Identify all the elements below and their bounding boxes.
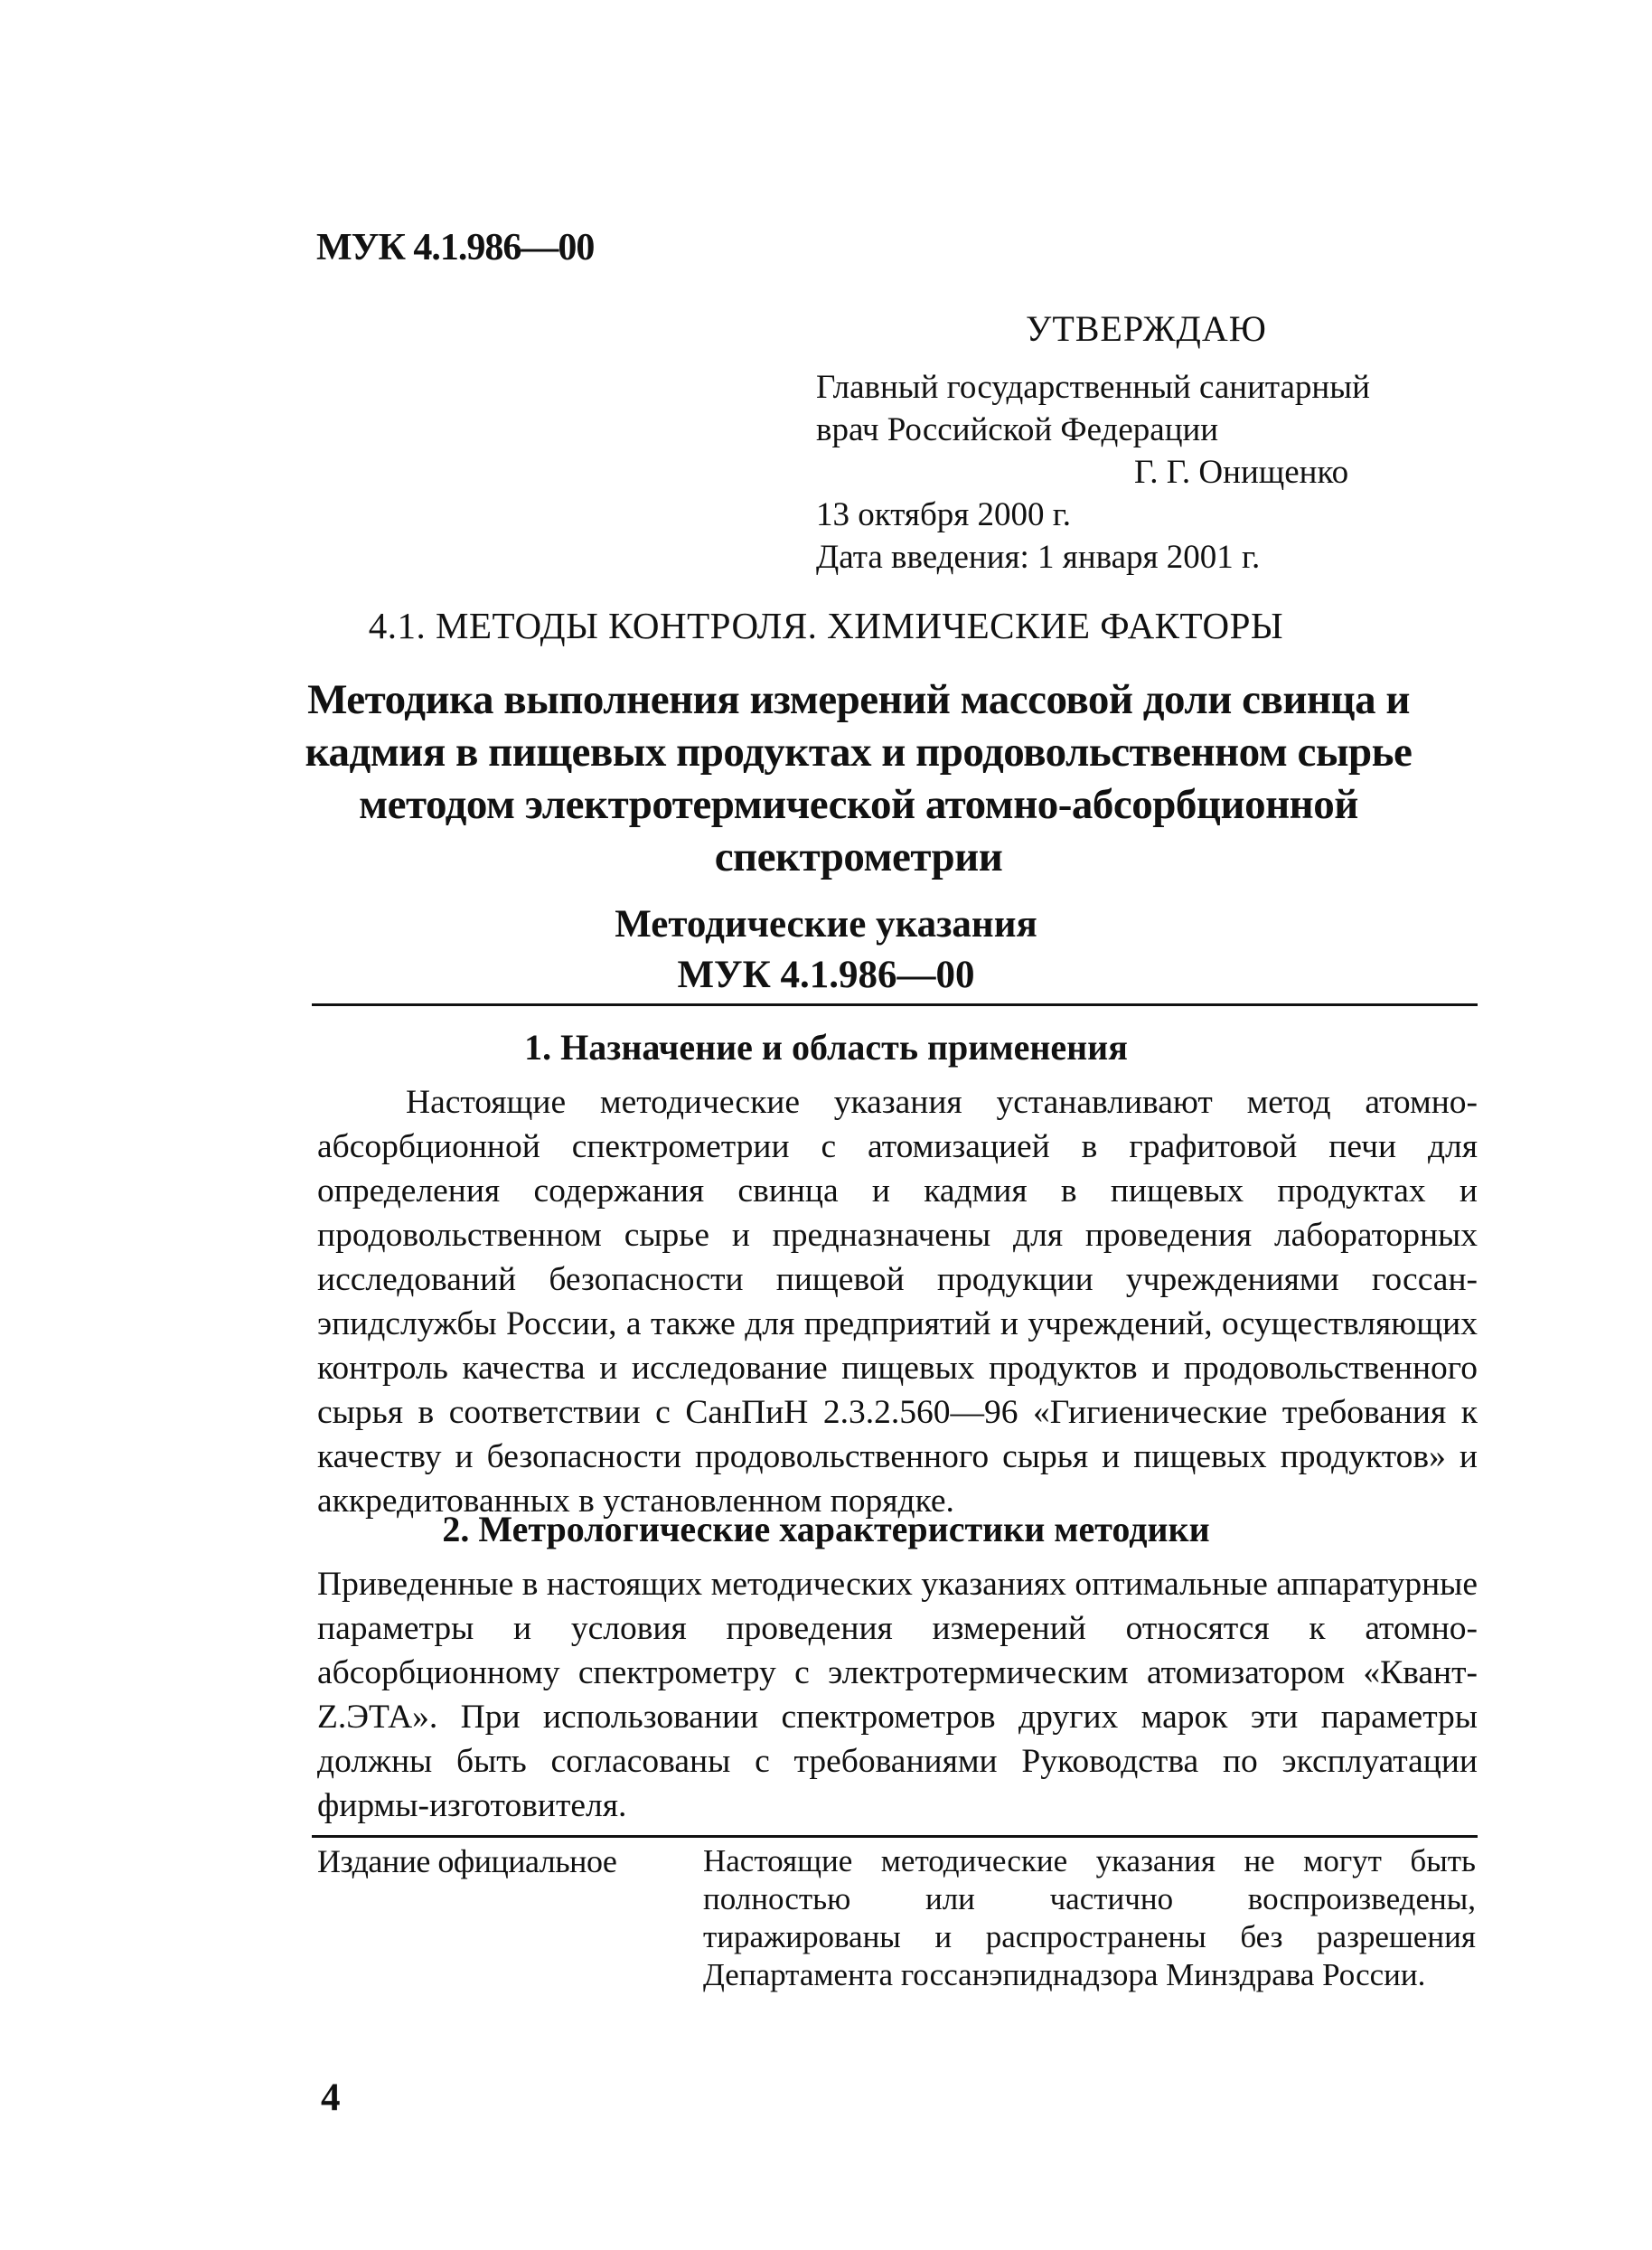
approver-name: Г. Г. Онищенко — [1134, 454, 1349, 491]
section-1-heading: 1. Назначение и область применения — [524, 1027, 1128, 1068]
section-2-heading: 2. Метрологические характеристики методики — [442, 1509, 1210, 1549]
edition-label: Издание официальное — [317, 1843, 617, 1879]
document-title: Методика выполнения измерений массовой доли свинца и кадмия в пищевых продуктах и продовольственном сырье методом электротермической атомно-абсорбционной спектрометрии — [305, 676, 1413, 880]
divider-footer — [312, 1835, 1478, 1838]
effective-date: Дата введения: 1 января 2001 г. — [816, 539, 1261, 576]
section-1-text: Настоящие методические указания устанавливают метод атомно-абсорбционной спектрометрии с атомизацией в графитовой печи для определения содержания свинца и кадмия в пищевых продуктах и продовольственном сырье и предназначены для проведения лабораторных исследований безопасности пищевой продукции учреждениями госсан-эпидслужбы России, а также для предприятий и учреждений, осуществляющих контроль качества и исследование пищевых продуктов и продовольственного сырья в соответствии с СанПиН 2.3.2.560—96 «Гигиенические требования к качеству и безопасности продовольственного сырья и пищевых продуктов» и аккредитованных в установленном порядке. — [317, 1084, 1478, 1520]
document-code: МУК 4.1.986—00 — [316, 227, 595, 268]
section-2-text: Приведенные в настоящих методических указаниях оптимальные аппаратурные параметры и условия проведения измерений относятся к атомно-абсорбционному спектрометру с электротермическим атомизатором «Квант-Z.ЭТА». При использовании спектрометров других марок эти параметры должны быть согласованы с требованиями Руководства по эксплуатации фирмы-изготовителя. — [317, 1566, 1478, 1824]
approver-position-cont: врач Российской Федерации — [816, 411, 1219, 448]
divider-top — [312, 1003, 1478, 1006]
guide-block — [0, 899, 1652, 1001]
section-header: 4.1. МЕТОДЫ КОНТРОЛЯ. ХИМИЧЕСКИЕ ФАКТОРЫ — [368, 605, 1284, 646]
approval-heading: УТВЕРЖДАЮ — [1026, 308, 1267, 349]
guide-type: Методические указания — [615, 903, 1037, 946]
page-number: 4 — [321, 2076, 341, 2119]
guide-code: МУК 4.1.986—00 — [677, 954, 975, 996]
approval-date: 13 октября 2000 г. — [816, 496, 1072, 533]
copyright-notice: Настоящие методические указания не могут быть полностью или частично воспроизведены, тиражированы и распространены без разрешения Департамента госсанэпиднадзора Минздрава России. — [703, 1843, 1476, 1992]
approval-block — [816, 366, 1370, 579]
approver-position: Главный государственный санитарный — [816, 369, 1370, 406]
